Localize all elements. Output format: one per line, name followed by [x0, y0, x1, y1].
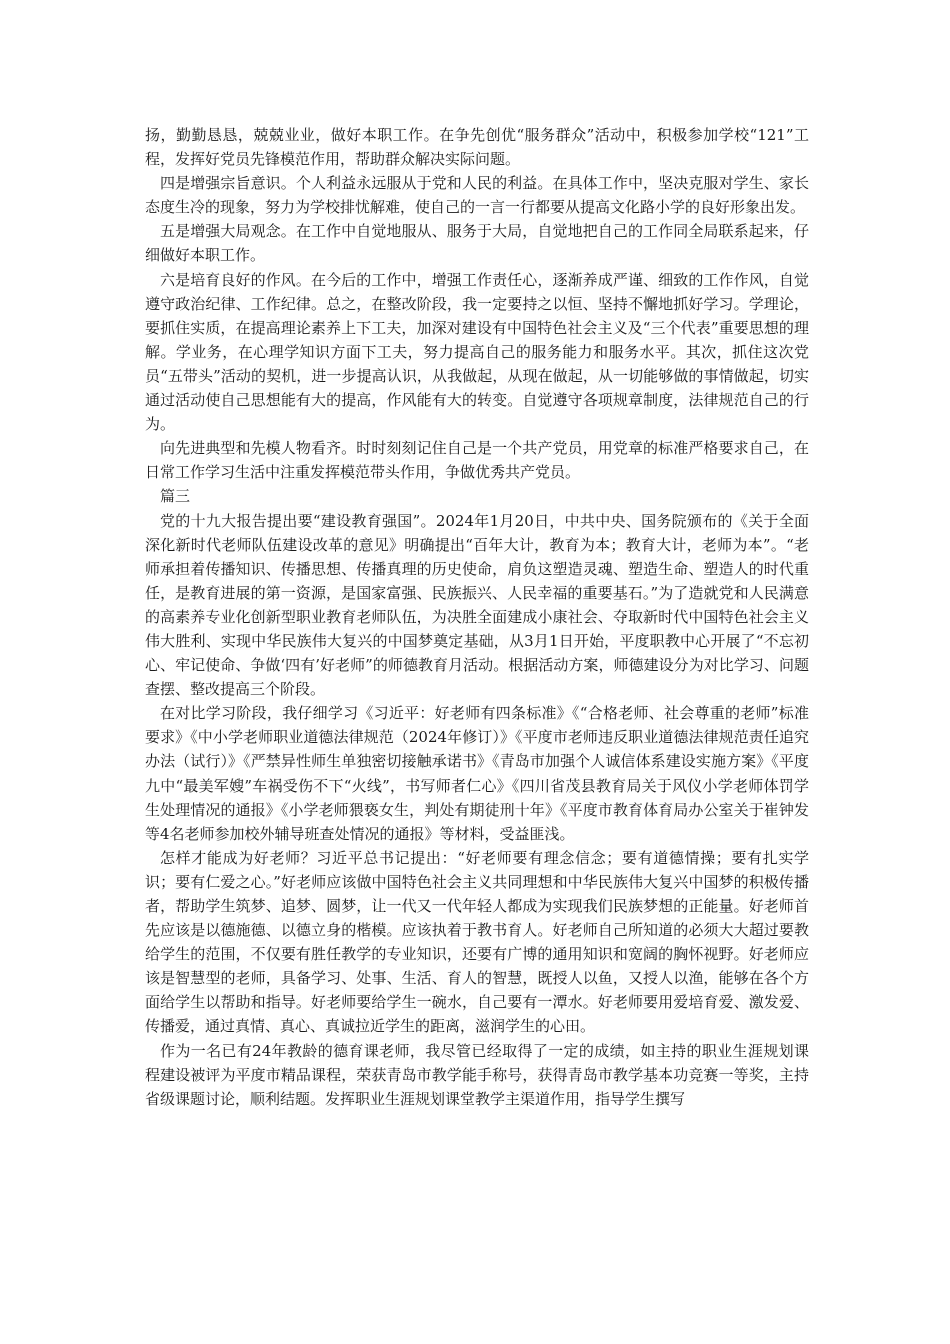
paragraph-purpose: 四是增强宗旨意识。个人利益永远服从于党和人民的利益。在具体工作中，坚决克服对学生、家长态度生冷的现象，努力为学校排忧解难，使自己的一言一行都要从提高文化路小学的良好形象出发。 — [145, 174, 809, 217]
paragraph-education-power: 党的十九大报告提出要“建设教育强国”。2024年1月20日，中共中央、国务院颁布的《关于全面深化新时代老师队伍建设改革的意见》明确提出“百年大计，教育为本；教育大计，老师为本”。“老师承担着传播知识、传播思想、传播真理的历史使命，肩负这塑造灵魂、塑造生命、塑造人的时代重任，是教育进展的第一资源，是国家富强、民族振兴、人民幸福的重要基石。”为了造就党和人民满意的高素养专业化创新型职业教育老师队伍，为决胜全面建成小康社会、夺取新时代中国特色社会主义伟大胜利、实现中华民族伟大复兴的中国梦奠定基础，从3月1日开始，平度职教中心开展了“不忘初心、牢记使命、争做‘四有’好老师”的师德教育月活动。根据活动方案，师德建设分为对比学习、问题查摆、整改提高三个阶段。 — [145, 511, 809, 699]
paragraph-work-style: 六是培育良好的作风。在今后的工作中，增强工作责任心，逐渐养成严谨、细致的工作作风，自觉遵守政治纪律、工作纪律。总之，在整改阶段，我一定要持之以恒、坚持不懈地抓好学习。学理论，要抓住实质，在提高理论素养上下工夫，加深对建设有中国特色社会主义及“三个代表”重要思想的理解。学业务，在心理学知识方面下工夫，努力提高自己的服务能力和服务水平。其次，抓住这次党员“五带头”活动的契机，进一步提高认识，从我做起，从现在做起，从一切能够做的事情做起，切实通过活动使自己思想能有大的提高，作风能有大的转变。自觉遵守各项规章制度，法律规范自己的行为。 — [145, 270, 809, 434]
paragraph-good-teacher: 怎样才能成为好老师？习近平总书记提出：“好老师要有理念信念；要有道德情操；要有扎实学识；要有仁爱之心。”好老师应该做中国特色社会主义共同理想和中华民族伟大复兴中国梦的积极传播者，帮助学生筑梦、追梦、圆梦，让一代又一代年轻人都成为实现我们民族梦想的正能量。好老师首先应该是以德施德、以德立身的楷模。应该执着于教书育人。好老师自己所知道的必须大大超过要教给学生的范围，不仅要有胜任教学的专业知识，还要有广博的通用知识和宽阔的胸怀视野。好老师应该是智慧型的老师，具备学习、处事、生活、育人的智慧，既授人以鱼，又授人以渔，能够在各个方面给学生以帮助和指导。好老师要给学生一碗水，自己要有一潭水。好老师要用爱培育爱、激发爱、传播爱，通过真情、真心、真诚拉近学生的距离，滋润学生的心田。 — [145, 848, 809, 1036]
paragraph-personal-experience: 作为一名已有24年教龄的德育课老师，我尽管已经取得了一定的成绩，如主持的职业生涯规划课程建设被评为平度市精品课程，荣获青岛市教学能手称号，获得青岛市教学基本功竞赛一等奖，主持省级课题讨论，顺利结题。发挥职业生涯规划课堂教学主渠道作用，指导学生撰写 — [145, 1041, 809, 1108]
document-page — [145, 123, 809, 1111]
paragraph-comparison-study: 在对比学习阶段，我仔细学习《习近平：好老师有四条标准》《“合格老师、社会尊重的老师”标准要求》《中小学老师职业道德法律规范（2024年修订）》《平度市老师违反职业道德法律规范责任追究办法（试行）》《严禁异性师生单独密切接触承诺书》《青岛市加强个人诚信体系建设实施方案》《平度九中“最美军嫂”车祸受伤不下“火线”，书写师者仁心》《四川省茂县教育局关于风仪小学老师体罚学生处理情况的通报》《小学老师猥亵女生，判处有期徒刑十年》《平度市教育体育局办公室关于崔钟发等4名老师参加校外辅导班查处情况的通报》等材料，受益匪浅。 — [145, 704, 809, 843]
section-heading: 篇三 — [160, 487, 191, 506]
paragraph-continuation: 扬，勤勤恳恳，兢兢业业，做好本职工作。在争先创优“服务群众”活动中，积极参加学校“121”工程，发挥好党员先锋模范作用，帮助群众解决实际问题。 — [145, 126, 809, 169]
paragraph-big-picture: 五是增强大局观念。在工作中自觉地服从、服务于大局，自觉地把自己的工作同全局联系起来，仔细做好本职工作。 — [145, 222, 809, 265]
paragraph-role-models: 向先进典型和先模人物看齐。时时刻刻记住自己是一个共产党员，用党章的标准严格要求自己，在日常工作学习生活中注重发挥模范带头作用，争做优秀共产党员。 — [145, 439, 809, 482]
